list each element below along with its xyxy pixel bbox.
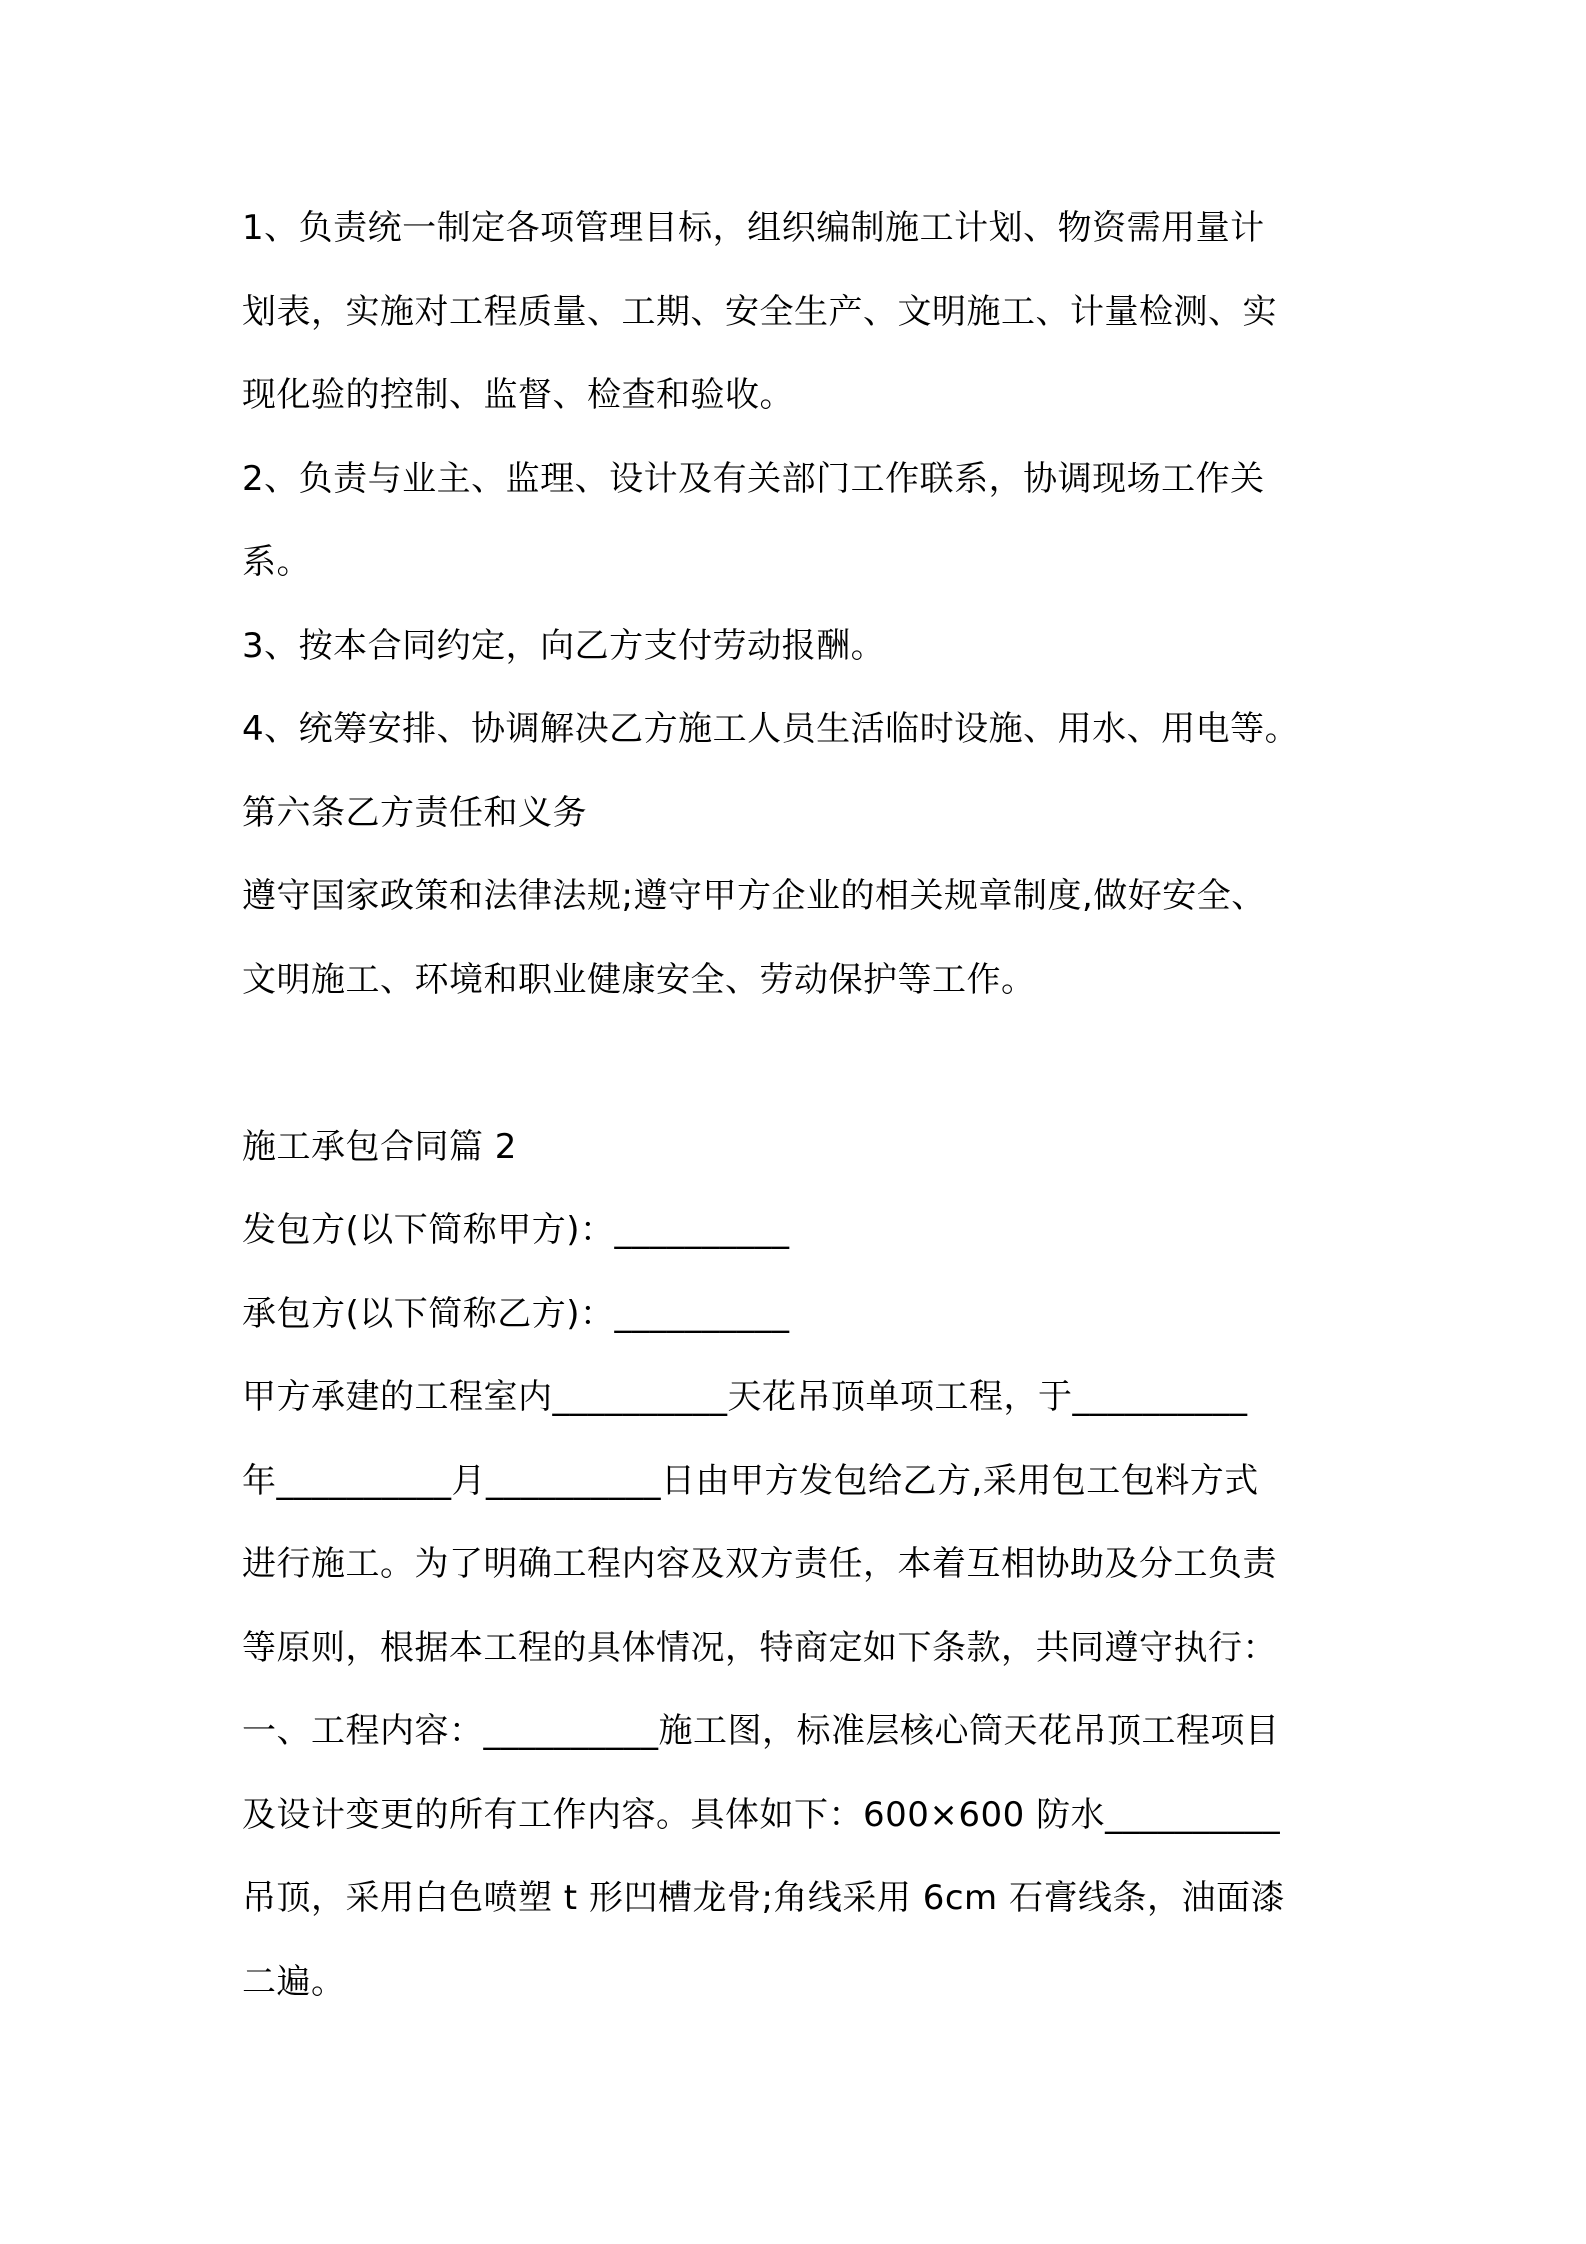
text-line: 二遍。	[242, 1962, 346, 2002]
party-b-line: 承包方(以下简称乙方)：__________	[242, 1294, 790, 1334]
text-line: 等原则，根据本工程的具体情况，特商定如下条款，共同遵守执行：	[242, 1628, 1277, 1668]
text-line: 遵守国家政策和法律法规;遵守甲方企业的相关规章制度,做好安全、	[242, 876, 1266, 916]
document-title: 施工承包合同篇 2	[242, 1127, 517, 1167]
text-line: 系。	[242, 542, 311, 582]
text-line: 年__________月__________日由甲方发包给乙方,采用包工包料方式	[242, 1461, 1259, 1501]
text-line: 划表，实施对工程质量、工期、安全生产、文明施工、计量检测、实	[242, 292, 1277, 332]
text-line: 文明施工、环境和职业健康安全、劳动保护等工作。	[242, 960, 1036, 1000]
text-line: 及设计变更的所有工作内容。具体如下：600×600 防水__________	[242, 1795, 1281, 1835]
party-a-line: 发包方(以下简称甲方)：__________	[242, 1210, 790, 1250]
text-line: 进行施工。为了明确工程内容及双方责任，本着互相协助及分工负责	[242, 1544, 1277, 1584]
text-line: 甲方承建的工程室内__________天花吊顶单项工程，于__________	[242, 1377, 1248, 1417]
text-line: 现化验的控制、监督、检查和验收。	[242, 375, 794, 415]
text-line: 吊顶，采用白色喷塑 t 形凹槽龙骨;角线采用 6cm 石膏线条，油面漆	[242, 1878, 1285, 1918]
text-line: 4、统筹安排、协调解决乙方施工人员生活临时设施、用水、用电等。	[242, 709, 1300, 749]
text-line: 3、按本合同约定，向乙方支付劳动报酬。	[242, 626, 886, 666]
text-line: 1、负责统一制定各项管理目标，组织编制施工计划、物资需用量计	[242, 208, 1265, 248]
text-line: 2、负责与业主、监理、设计及有关部门工作联系，协调现场工作关	[242, 459, 1265, 499]
text-line: 一、工程内容：__________施工图，标准层核心筒天花吊顶工程项目	[242, 1711, 1280, 1751]
section-heading: 第六条乙方责任和义务	[242, 793, 587, 833]
